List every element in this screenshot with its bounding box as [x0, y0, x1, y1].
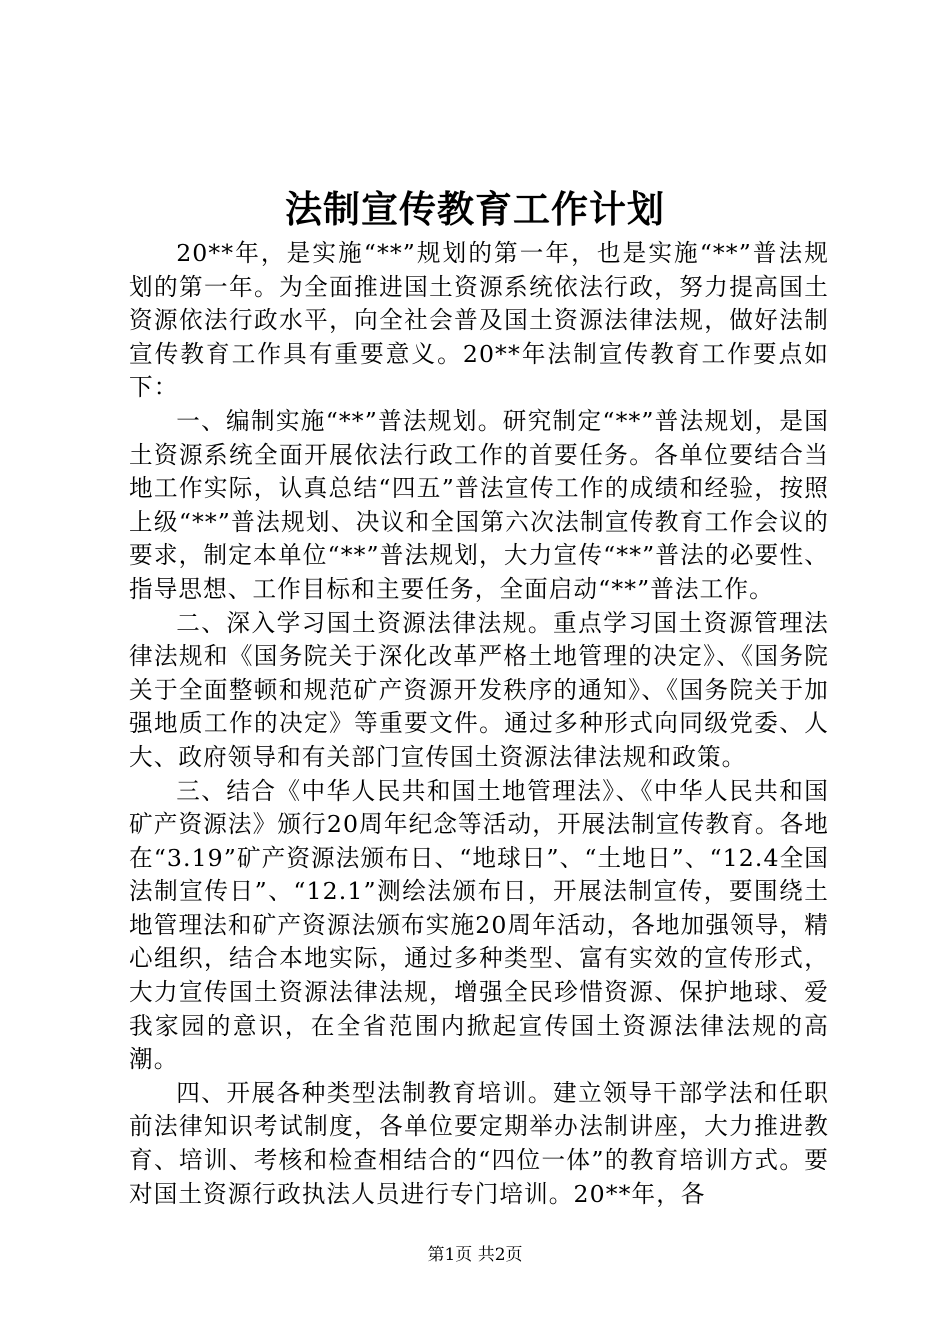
- paragraph-intro: 20**年，是实施“**”规划的第一年，也是实施“**”普法规划的第一年。为全面推进国土资源系统依法行政，努力提高国土资源依法行政水平，向全社会普及国土资源法律法规，做好法制宣传教育工作具有重要意义。20**年法制宣传教育工作要点如下：: [129, 239, 829, 402]
- paragraph-section-3: 三、结合《中华人民共和国土地管理法》、《中华人民共和国矿产资源法》颁行20周年纪念等活动，开展法制宣传教育。各地在“3.19”矿产资源法颁布日、“地球日”、“土地日”、“12.4全国法制宣传日”、“12.1”测绘法颁布日，开展法制宣传，要围绕土地管理法和矿产资源法颁布实施20周年活动，各地加强领导，精心组织，结合本地实际，通过多种类型、富有实效的宣传形式，大力宣传国土资源法律法规，增强全民珍惜资源、保护地球、爱我家园的意识，在全省范围内掀起宣传国土资源法律法规的高潮。: [129, 776, 829, 1074]
- document-title: 法制宣传教育工作计划: [285, 187, 665, 231]
- page-number-footer: 第1页 共2页: [427, 1245, 523, 1265]
- document-body: [129, 237, 829, 1211]
- paragraph-section-1: 一、编制实施“**”普法规划。研究制定“**”普法规划，是国土资源系统全面开展依法行政工作的首要任务。各单位要结合当地工作实际，认真总结“四五”普法宣传工作的成绩和经验，按照上级“**”普法规划、决议和全国第六次法制宣传教育工作会议的要求，制定本单位“**”普法规划，大力宣传“**”普法的必要性、指导思想、工作目标和主要任务，全面启动“**”普法工作。: [129, 406, 829, 603]
- paragraph-section-2: 二、深入学习国土资源法律法规。重点学习国土资源管理法律法规和《国务院关于深化改革严格土地管理的决定》、《国务院关于全面整顿和规范矿产资源开发秩序的通知》、《国务院关于加强地质工作的决定》等重要文件。通过多种形式向同级党委、人大、政府领导和有关部门宣传国土资源法律法规和政策。: [129, 608, 829, 771]
- paragraph-section-4: 四、开展各种类型法制教育培训。建立领导干部学法和任职前法律知识考试制度，各单位要定期举办法制讲座，大力推进教育、培训、考核和检查相结合的“四位一体”的教育培训方式。要对国土资源行政执法人员进行专门培训。20**年，各: [129, 1078, 829, 1208]
